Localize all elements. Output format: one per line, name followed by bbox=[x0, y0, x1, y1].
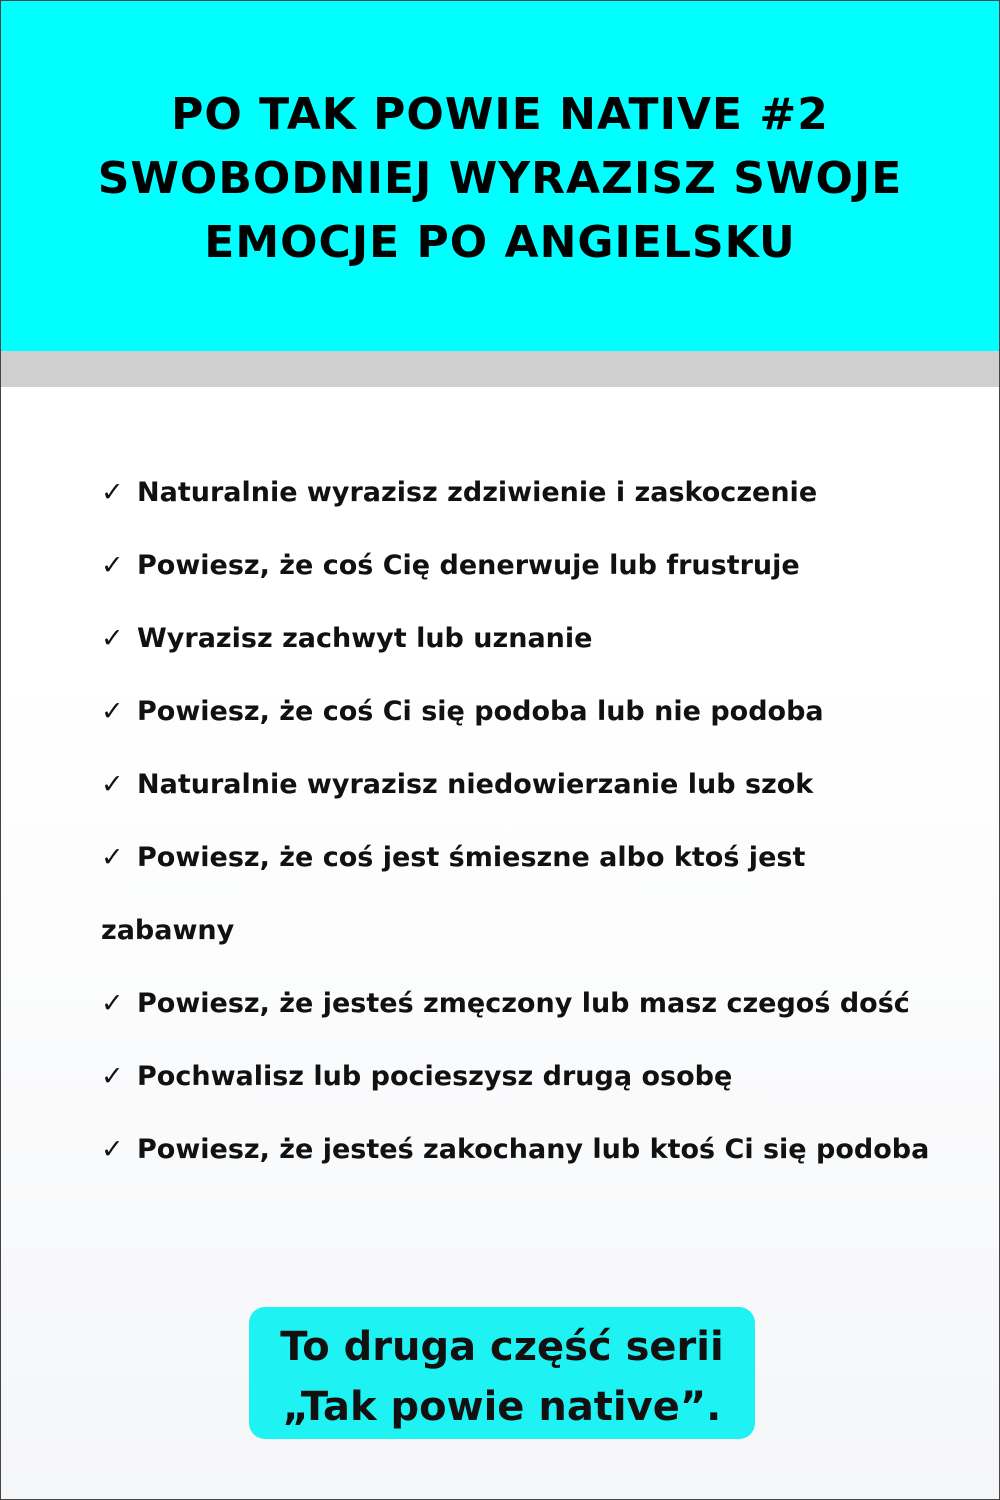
header-shadow-divider bbox=[1, 351, 999, 387]
page-title bbox=[1, 83, 999, 275]
header-banner bbox=[1, 1, 999, 351]
check-icon: ✓ bbox=[101, 623, 124, 654]
check-icon: ✓ bbox=[101, 477, 124, 508]
benefit-text: Wyrazisz zachwyt lub uznanie bbox=[137, 623, 593, 654]
benefit-item bbox=[101, 675, 941, 748]
check-icon: ✓ bbox=[101, 550, 124, 581]
title-line: EMOCJE PO ANGIELSKU bbox=[204, 217, 796, 268]
benefit-text: Powiesz, że jesteś zakochany lub ktoś Ci się podoba bbox=[137, 1134, 930, 1165]
series-callout-text bbox=[249, 1307, 755, 1437]
benefit-item bbox=[101, 967, 941, 1040]
benefit-text: Naturalnie wyrazisz niedowierzanie lub szok bbox=[137, 769, 814, 800]
title-line: SWOBODNIEJ WYRAZISZ SWOJE bbox=[97, 153, 903, 204]
benefit-item bbox=[101, 1040, 941, 1113]
check-icon: ✓ bbox=[101, 1134, 124, 1165]
check-icon: ✓ bbox=[101, 769, 124, 800]
check-icon: ✓ bbox=[101, 842, 124, 873]
benefit-item bbox=[101, 456, 941, 529]
benefit-text: Powiesz, że coś Cię denerwuje lub frustruje bbox=[137, 550, 800, 581]
benefit-item bbox=[101, 602, 941, 675]
benefit-text: Pochwalisz lub pocieszysz drugą osobę bbox=[137, 1061, 733, 1092]
check-icon: ✓ bbox=[101, 1061, 124, 1092]
benefits-list bbox=[101, 456, 941, 1186]
benefit-text: Powiesz, że jesteś zmęczony lub masz czegoś dość bbox=[137, 988, 910, 1019]
callout-line: „Tak powie native”. bbox=[282, 1384, 722, 1430]
benefit-text: Naturalnie wyrazisz zdziwienie i zaskoczenie bbox=[137, 477, 818, 508]
check-icon: ✓ bbox=[101, 988, 124, 1019]
series-callout bbox=[249, 1307, 755, 1439]
check-icon: ✓ bbox=[101, 696, 124, 727]
benefit-text: Powiesz, że coś Ci się podoba lub nie podoba bbox=[137, 696, 824, 727]
benefit-item bbox=[101, 1113, 941, 1186]
benefit-item bbox=[101, 821, 941, 967]
benefit-item bbox=[101, 529, 941, 602]
benefit-text: Powiesz, że coś jest śmieszne albo ktoś jest zabawny bbox=[101, 842, 806, 946]
benefit-item bbox=[101, 748, 941, 821]
callout-line: To druga część serii bbox=[280, 1324, 724, 1370]
title-line: PO TAK POWIE NATIVE #2 bbox=[171, 89, 829, 140]
